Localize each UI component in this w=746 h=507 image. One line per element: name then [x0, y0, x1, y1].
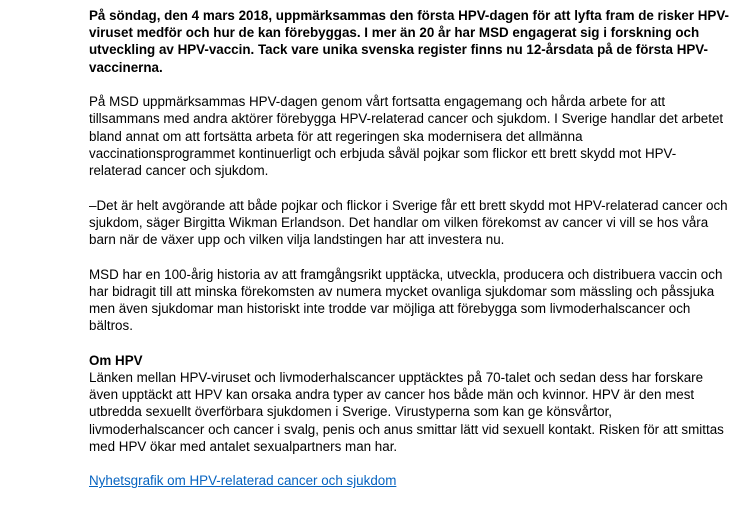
lead-paragraph: På söndag, den 4 mars 2018, uppmärksammas den första HPV-dagen för att lyfta fram de risker HPV-viruset medför och hur de kan förebyggas. I mer än 20 år har MSD engagerat sig i forskning och utveckling av HPV-vaccin. Tack vare unika svenska register finns nu 12-årsdata på de första HPV-vaccinerna. — [89, 8, 729, 75]
body-paragraph-1: På MSD uppmärksammas HPV-dagen genom vårt fortsatta engagemang och hårda arbete for att tillsammans med andra aktörer förebygga HPV-relaterad cancer och sjukdom. I Sverige handlar det arbetet bland annat om att fortsätta arbeta för att regeringen ska modernisera det allmänna vaccinationsprogrammet kontinuerligt och erbjuda såväl pojkar som flickor ett brett skydd mot HPV-relaterad cancer och sjukdom. — [89, 94, 724, 179]
section-heading: Om HPV — [89, 352, 143, 368]
link-paragraph — [89, 472, 729, 489]
section-text: Länken mellan HPV-viruset och livmoderhalscancer upptäcktes på 70-talet och sedan dess har forskare även upptäckt att HPV kan orsaka andra typer av cancer hos både män och kvinnor. HPV är den mest utbredda sexuellt överförbara sjukdomen i Sverige. Virustyperna som kan ge könsvårtor, livmoderhalscancer och cancer i svalg, penis och anus smittar lätt vid sexuell kontakt. Risken för att smittas med HPV ökar med antalet sexualpartners man har. — [89, 370, 724, 454]
news-graphic-link[interactable]: Nyhetsgrafik om HPV-relaterad cancer och sjukdom — [89, 473, 397, 489]
document-body — [89, 7, 729, 507]
body-paragraph-3: MSD har en 100-årig historia av att framgångsrikt upptäcka, utveckla, producera och distribuera vaccin och har bidragit till att minska förekomsten av numera mycket ovanliga sjukdomar som mässling och påssjuka men även sjukdomar man historiskt inte trodde var möjliga att förebygga som livmoderhalscancer och bältros. — [89, 266, 723, 334]
quote-paragraph: –Det är helt avgörande att både pojkar och flickor i Sverige får ett brett skydd mot HPV-relaterad cancer och sjukdom, säger Birgitta Wikman Erlandson. Det handlar om vilken förekomst av cancer vi vill se hos våra barn när de växer upp och vilken vilja landstingen har att investera nu. — [89, 197, 728, 248]
about-hpv-section — [89, 352, 729, 455]
